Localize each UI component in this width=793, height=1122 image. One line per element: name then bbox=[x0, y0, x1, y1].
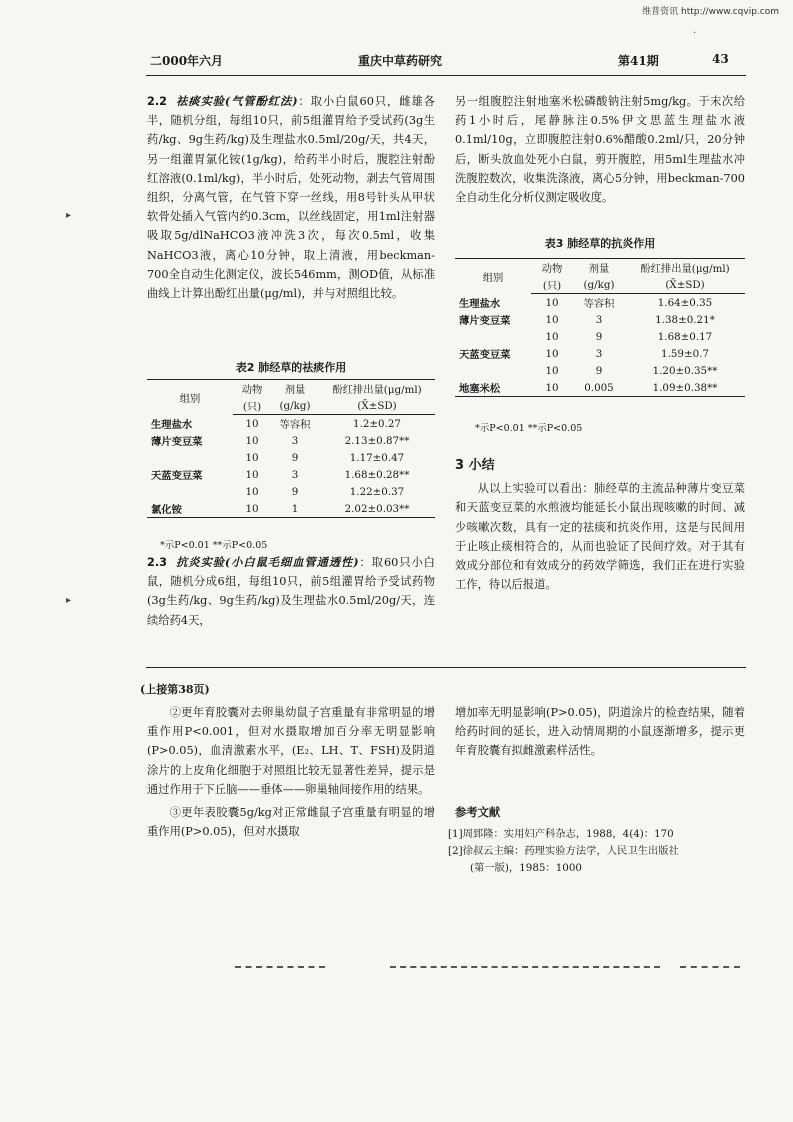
footer-rule bbox=[235, 966, 325, 968]
references-heading: 参考文献 bbox=[455, 805, 501, 819]
col-header-animals: 动物 bbox=[233, 380, 271, 398]
section-3 bbox=[455, 456, 745, 594]
col-header-result-unit: (X̄±SD) bbox=[625, 276, 745, 294]
header-journal: 重庆中草药研究 bbox=[358, 54, 443, 68]
col-header-dose-unit: (g/kg) bbox=[271, 397, 319, 415]
header-date: 二000年六月 bbox=[150, 54, 224, 68]
footer-rule bbox=[390, 966, 660, 968]
table-3-significance-note: *示P<0.01 **示P<0.05 bbox=[475, 423, 583, 434]
continued-article-left bbox=[147, 703, 435, 841]
paragraph: 增加率无明显影响(P>0.05)，阴道涂片的检查结果，随着给药时间的延长，进入动情周期的小鼠逐渐增多，提示更年育胶囊有拟雌激素样活性。 bbox=[455, 706, 745, 758]
page-header bbox=[150, 52, 745, 72]
reference-item: [1]周郅隆：实用妇产科杂志，1988，4(4)：170 bbox=[448, 828, 674, 840]
continued-article-right bbox=[455, 703, 745, 761]
table-row: 生理盐水 10 等容积 1.64±0.35 bbox=[459, 296, 713, 310]
section-2-3 bbox=[147, 553, 435, 630]
section-heading: 3 小结 bbox=[455, 458, 495, 473]
table-2-caption: 表2 肺经草的祛痰作用 bbox=[235, 361, 347, 374]
paragraph: ③更年表胶囊5g/kg对正常雌鼠子宫重量有明显的增重作用(P>0.05)，但对水摄取 bbox=[147, 806, 435, 839]
col-header-result: 酚红排出量(μg/ml) bbox=[319, 380, 435, 398]
col-header-dose: 剂量 bbox=[271, 380, 319, 398]
col-header-animals-unit: (只) bbox=[233, 397, 271, 415]
table-2 bbox=[147, 379, 435, 518]
section-heading: 祛痰实验(气管酚红法) bbox=[176, 94, 298, 108]
section-divider bbox=[146, 667, 746, 668]
scan-mark: ▸ bbox=[66, 210, 72, 221]
table-row: 10 9 1.17±0.47 bbox=[245, 451, 405, 464]
scan-mark: ▸ bbox=[66, 595, 72, 606]
paragraph: ②更年育胶囊对去卵巢幼鼠子宫重量有非常明显的增重作用P<0.001，但对水摄取增加百分率无明显影响(P>0.05)，血清激素水平，(E₂、LH、T、FSH)及阴道涂片的上皮角化细胞于对照组比较无显著性差异，提示是通过作用于下丘脑——垂体——卵巢轴间接作用的结果。 bbox=[147, 706, 435, 796]
reference-item-continuation: (第一版)，1985：1000 bbox=[470, 862, 582, 874]
table-row: 薄片变豆菜 10 3 2.13±0.87** bbox=[151, 434, 410, 448]
col-header-group: 组别 bbox=[147, 380, 233, 415]
section-body: 从以上实验可以看出：肺经草的主流品种薄片变豆菜和天蓝变豆菜的水煎液均能延长小鼠出现咳嗽的时间、减少咳嗽次数，具有一定的祛痰和抗炎作用，这是与民间用于止咳止痰相符合的，从而也验证了民间疗效。对于其有效成分部位和有效成分的药效学筛选，我们正在进行实验工作，待以后报道。 bbox=[455, 482, 745, 592]
footer-rule bbox=[680, 966, 740, 968]
section-number: 2.2 bbox=[147, 95, 168, 108]
table-row: 地塞米松 10 0.005 1.09±0.38** bbox=[455, 379, 745, 397]
source-watermark: 维普资讯 http://www.cqvip.com bbox=[642, 7, 779, 17]
col-header-result: 酚红排出量(μg/ml) bbox=[625, 259, 745, 277]
table-row: 氯化铵 10 1 2.02±0.03** bbox=[147, 500, 435, 518]
col-header-dose: 剂量 bbox=[573, 259, 625, 277]
section-heading: 抗炎实验(小白鼠毛细血管通透性) bbox=[176, 555, 359, 569]
table-3-caption: 表3 肺经草的抗炎作用 bbox=[544, 237, 656, 250]
table-row: 10 9 1.68±0.17 bbox=[545, 330, 713, 343]
section-number: 2.3 bbox=[147, 556, 168, 569]
table-row: 天蓝变豆菜 10 3 1.68±0.28** bbox=[151, 468, 410, 482]
col-header-dose-unit: (g/kg) bbox=[573, 276, 625, 294]
col-header-group: 组别 bbox=[455, 259, 531, 294]
section-body: ：取60只小白鼠，随机分成6组，每组10只，前5组灌胃给予受试药物(3g生药/kg、9g生药/kg)及生理盐水0.5ml/20g/天，连续给药4天， bbox=[147, 556, 435, 627]
header-page-number: 43 bbox=[712, 52, 729, 66]
section-2-2 bbox=[147, 92, 435, 303]
reference-item: [2]徐叔云主编：药理实验方法学，人民卫生出版社 bbox=[448, 845, 679, 857]
section-2-3-continued bbox=[455, 92, 745, 207]
table-3 bbox=[455, 258, 745, 397]
section-body: ：取小白鼠60只，雌雄各半，随机分组，每组10只，前5组灌胃给予受试药(3g生药/kg、9g生药/kg)及生理盐水0.5ml/20g/天，共4天，另一组灌胃氯化铵(1g/kg)，给药半小时后，腹腔注射酚红溶液(0.1ml/kg)，半小时后，处死动物，剥去气管周围组织，分离气管，在气管下穿一丝线，用8号针头从甲状软骨处插入气管内约0.3cm，以丝线固定，用1ml注射器吸取5g/dlNaHCO3液冲洗3次，每次0.5ml，收集NaHCO3液，离心10分钟，取上清液，用beckman-700全自动生化测定仪，波长546mm，测OD值，从标准曲线上计算出酚红出量(μg/ml)，并与对照组比较。 bbox=[147, 95, 435, 301]
col-header-animals-unit: (只) bbox=[531, 276, 573, 294]
table-2-significance-note: *示P<0.01 **示P<0.05 bbox=[160, 540, 268, 551]
table-row: 10 9 1.20±0.35** bbox=[545, 364, 718, 377]
col-header-animals: 动物 bbox=[531, 259, 573, 277]
col-header-result-unit: (X̄±SD) bbox=[319, 397, 435, 415]
continuation-note: (上接第38页) bbox=[140, 683, 210, 696]
references-list bbox=[448, 826, 748, 877]
header-issue: 第41期 bbox=[618, 54, 659, 68]
header-rule bbox=[146, 75, 746, 76]
scan-mark: · bbox=[693, 28, 697, 39]
table-row: 薄片变豆菜 10 3 1.38±0.21* bbox=[459, 313, 715, 327]
table-row: 天蓝变豆菜 10 3 1.59±0.7 bbox=[459, 347, 709, 361]
paragraph: 另一组腹腔注射地塞米松磷酸钠注射5mg/kg。于末次给药1小时后，尾静脉注0.5%伊文思蓝生理盐水液0.1ml/10g，立即腹腔注射0.6%醋酸0.2ml/只，20分钟后，断头放血处死小白鼠，剪开腹腔，用5ml生理盐水冲洗腹腔数次，收集洗涤液，离心5分钟，用beckman-700全自动生化分析仪测定吸收度。 bbox=[455, 95, 745, 205]
table-row: 生理盐水 10 等容积 1.2±0.27 bbox=[151, 417, 401, 431]
table-row: 10 9 1.22±0.37 bbox=[245, 485, 405, 498]
